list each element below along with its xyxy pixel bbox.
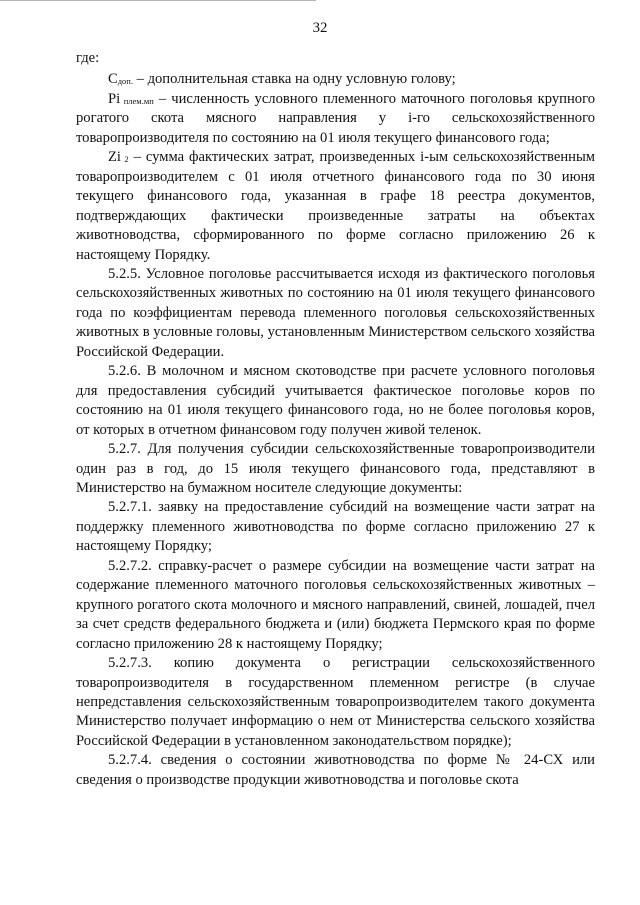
paragraph-5-2-6: 5.2.6. В молочном и мясном скотоводстве при расчете условного поголовья для предоставления субсидий учитывается фактическое поголовье коров по состоянию на 01 июля текущего финансового года, но не более поголовья коров, от которых в отчетном финансовом году получен живой теленок. [76, 363, 595, 438]
paragraph-definition-pi [76, 90, 595, 148]
formula-subscript: 2 [120, 154, 129, 165]
paragraph-5-2-7-2: 5.2.7.2. справку-расчет о размере субсидии на возмещение части затрат на содержание племенного маточного поголовья сельскохозяйственных животных – крупного рогатого скота молочного и мясного направлений, свиней, лошадей, пчел за счет средств федерального бюджета и (или) бюджета Пермского края по форме согласно приложению 28 к настоящему Порядку; [76, 557, 595, 652]
paragraph-5-2-7: 5.2.7. Для получения субсидии сельскохозяйственные товаропроизводители один раз в год, до 15 июля текущего финансового года, представляют в Министерство на бумажном носителе следующие документы: [76, 441, 595, 496]
paragraph-text: – сумма фактических затрат, произведенных i-ым сельскохозяйственным товаропроизводителем с 01 июля отчетного финансового года по 30 июня текущего финансового года, указанная в графе 18 реестра документов, подтверждающих фактически произведенные затраты на объектах животноводства, сформированного по форме согласно приложению 26 к настоящему Порядку. [76, 149, 595, 263]
top-rule [0, 0, 316, 1]
paragraph-definition-c-dop [76, 70, 595, 89]
paragraph-text: – численность условного племенного маточного поголовья крупного рогатого скота мясного направления у i-го сельскохозяйственного товаропроизводителя по состоянию на 01 июля текущего финансового года; [76, 90, 596, 146]
formula-subscript: плем.мп [120, 95, 154, 106]
document-body [76, 49, 595, 790]
page-number: 32 [312, 20, 328, 36]
formula-symbol: С [108, 71, 118, 88]
paragraph-where [76, 49, 595, 68]
formula-subscript: доп. [117, 76, 133, 87]
paragraph-5-2-7-1: 5.2.7.1. заявку на предоставление субсидий на возмещение части затрат на поддержку племенного животноводства по форме согласно приложению 27 к настоящему Порядку; [76, 499, 595, 555]
paragraph-definition-zi [76, 148, 595, 265]
paragraph-text: где: [76, 50, 100, 66]
paragraph-5-2-5: 5.2.5. Условное поголовье рассчитывается исходя из фактического поголовья сельскохозяйственных животных по состоянию на 01 июля текущего финансового года по коэффициентам перевода племенного поголовья сельскохозяйственных животных в условные головы, установленным Министерством сельского хозяйства Российской Федерации. [76, 265, 595, 360]
paragraph-text: – дополнительная ставка на одну условную голову; [132, 71, 456, 88]
formula-symbol: Zi [108, 149, 121, 166]
formula-symbol: Pi [108, 90, 121, 107]
paragraph-5-2-7-3: 5.2.7.3. копию документа о регистрации сельскохозяйственного товаропроизводителя в государственном племенном регистре (в случае непредставления сельскохозяйственным товаропроизводителем такого документа Министерство получает информацию о нем от Министерства сельского хозяйства Российской Федерации в установленном законодательством порядке); [76, 655, 595, 749]
paragraph-5-2-7-4: 5.2.7.4. сведения о состоянии животноводства по форме № 24-СХ или сведения о производстве продукции животноводства и поголовье скота [76, 752, 595, 788]
